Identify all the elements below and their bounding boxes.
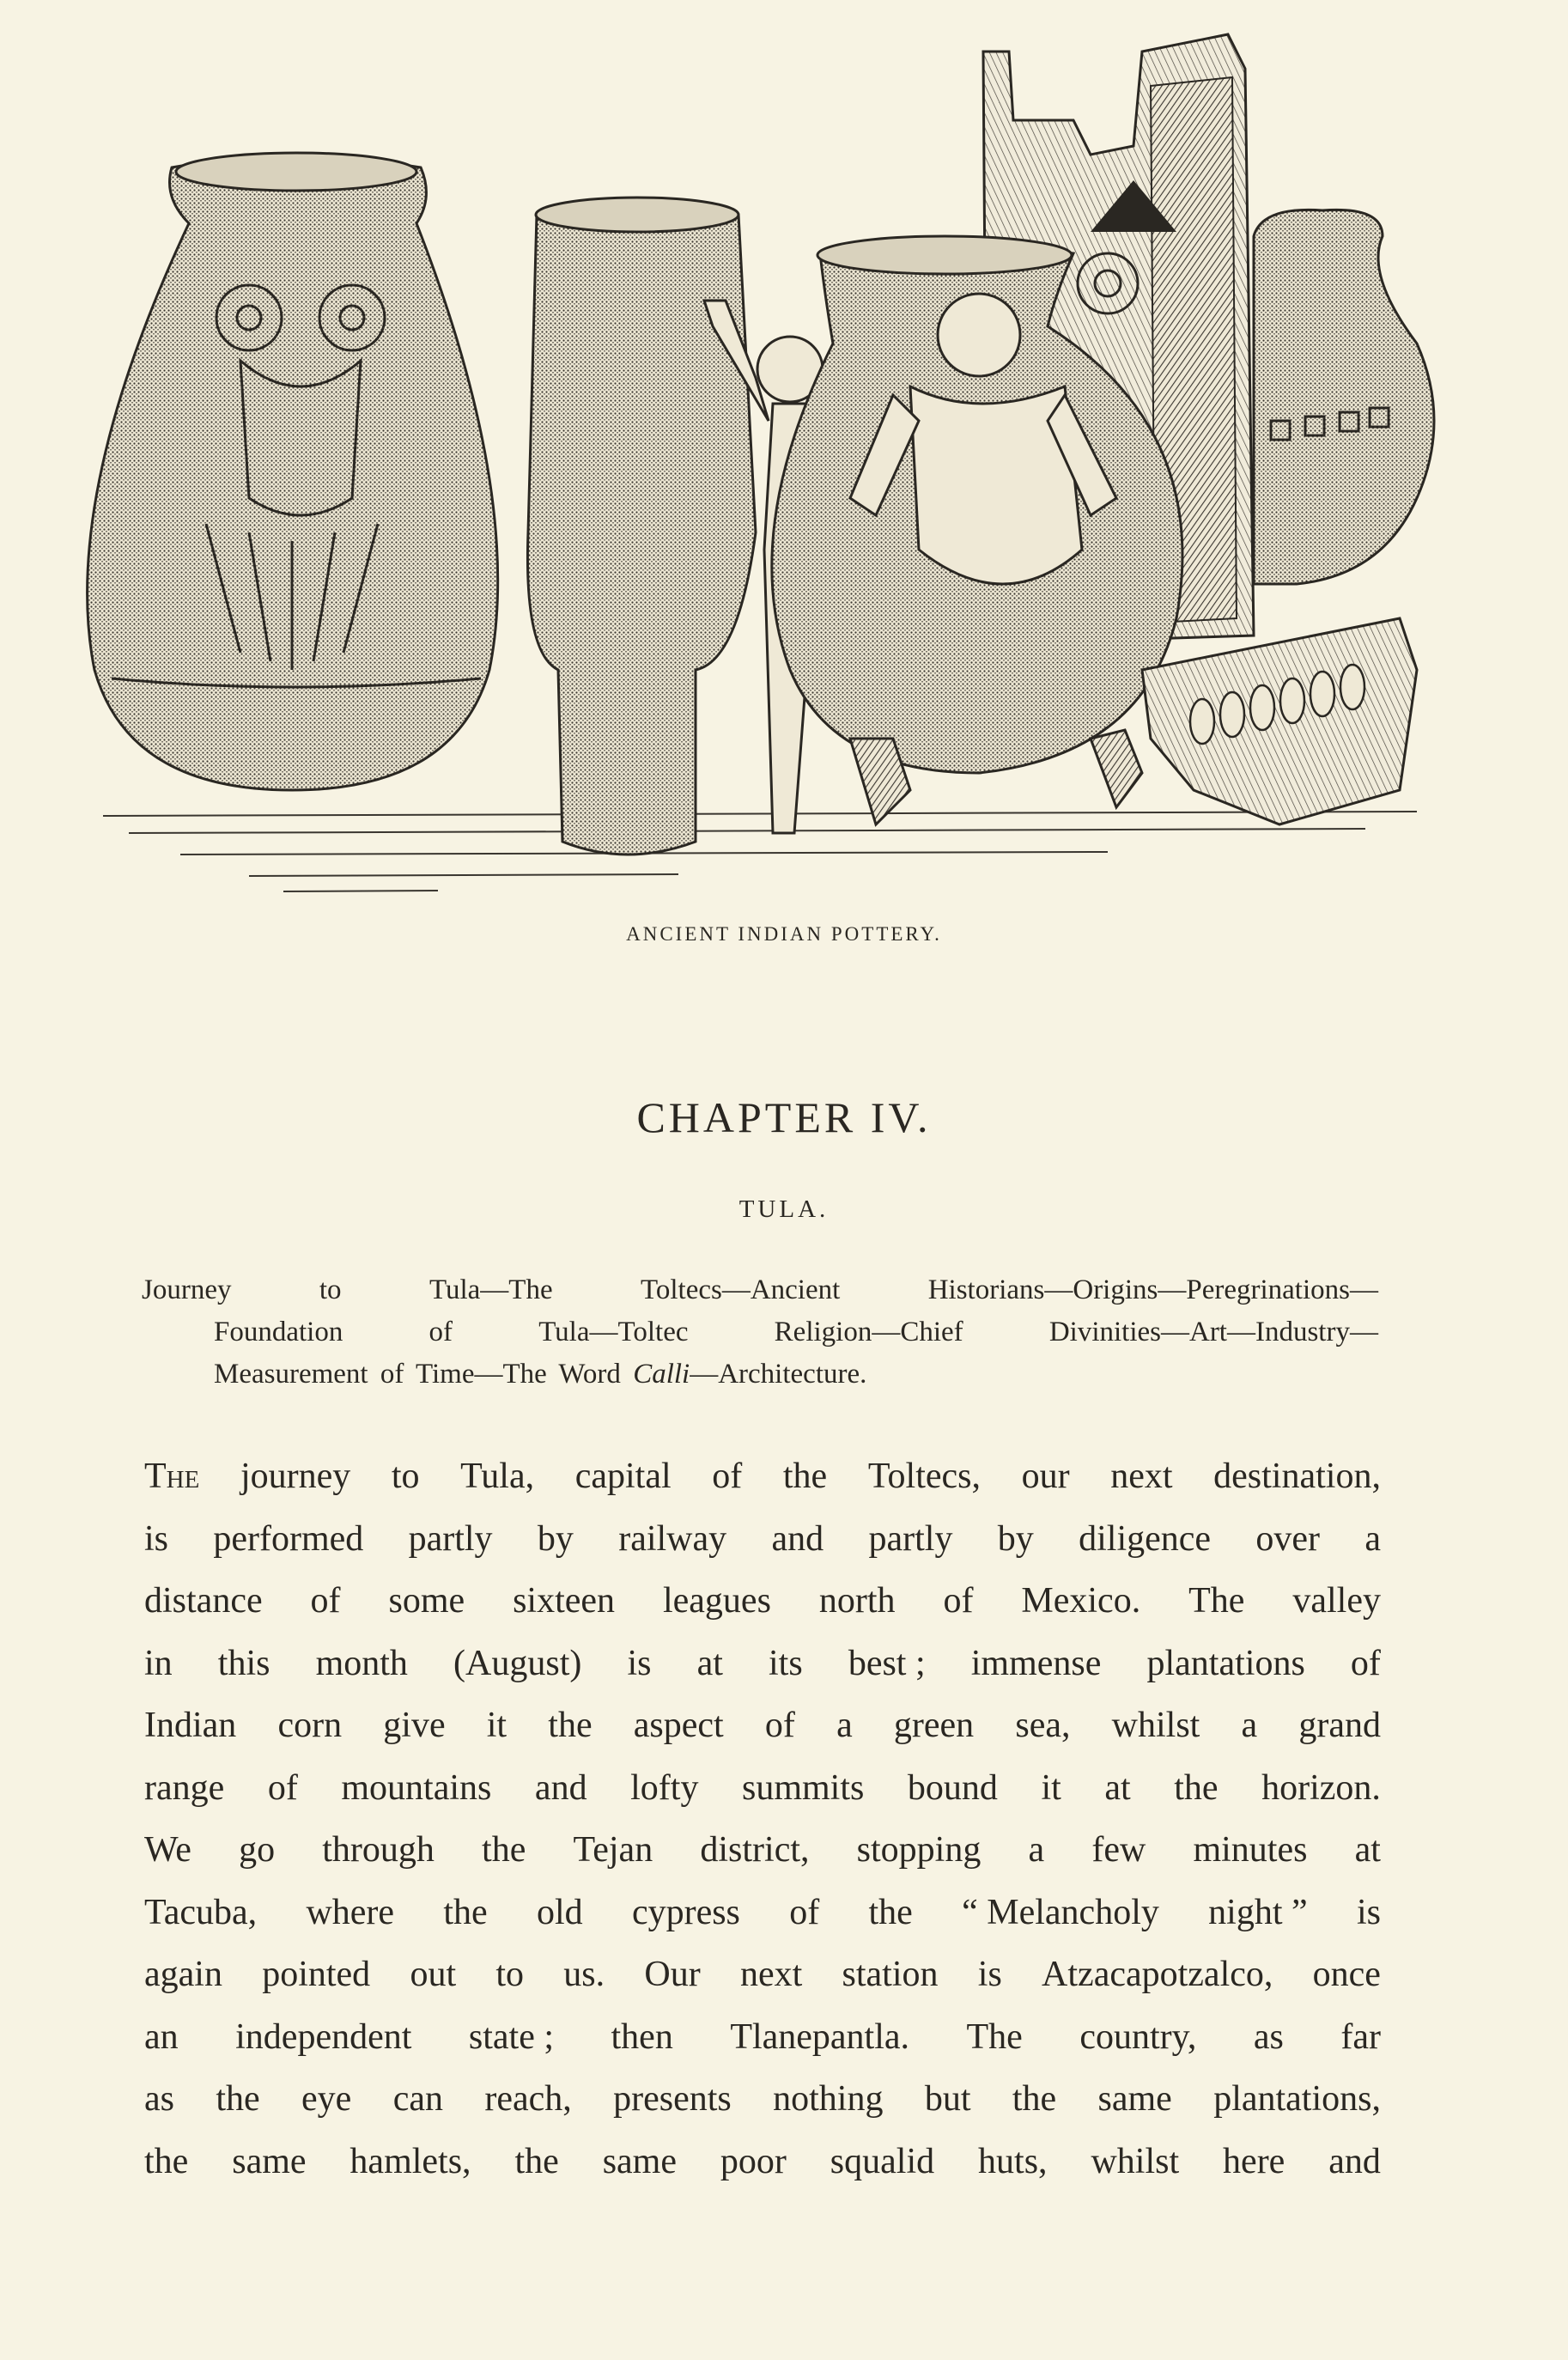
drop-word-rest: he — [166, 1457, 200, 1496]
body-word: diligence — [1079, 1518, 1212, 1559]
body-word: the — [782, 1457, 828, 1496]
body-word: the — [548, 1706, 593, 1745]
body-word: Tula, — [460, 1457, 535, 1496]
body-word: (August) — [453, 1643, 582, 1683]
body-word: its — [769, 1643, 803, 1683]
body-word: the — [514, 2141, 559, 2181]
body-word: at — [1354, 1830, 1381, 1870]
body-line — [144, 1570, 1381, 1633]
body-word: and — [771, 1518, 824, 1559]
body-word: bound — [907, 1767, 998, 1808]
body-word: this — [217, 1643, 270, 1683]
body-line — [144, 1508, 1381, 1571]
body-word: plantations — [1146, 1643, 1305, 1683]
body-word: partly — [408, 1518, 493, 1559]
body-word: immense — [970, 1643, 1102, 1683]
body-word: of — [943, 1581, 974, 1621]
body-word: north — [818, 1581, 896, 1621]
body-word: Tejan — [573, 1830, 653, 1870]
body-word: where — [306, 1892, 395, 1932]
body-word: We — [144, 1830, 191, 1870]
body-word: us. — [563, 1955, 605, 1994]
body-word: some — [388, 1581, 465, 1621]
body-word: as — [144, 2079, 174, 2119]
body-word: performed — [213, 1518, 364, 1559]
synopsis-line — [142, 1311, 1378, 1353]
pottery-illustration — [77, 17, 1443, 910]
body-word: at — [696, 1643, 723, 1683]
body-word: the — [482, 1830, 526, 1870]
body-word: is — [144, 1518, 169, 1559]
body-word: corn — [277, 1706, 343, 1745]
body-word: reach, — [484, 2079, 572, 2119]
body-word: stopping — [856, 1830, 982, 1870]
body-word: grand — [1298, 1706, 1381, 1745]
body-word: month — [315, 1643, 408, 1683]
body-word: pointed — [262, 1955, 371, 1994]
body-word: Toltecs, — [867, 1457, 982, 1496]
body-word: in — [144, 1643, 173, 1683]
body-word: eye — [301, 2079, 352, 2119]
body-word: again — [144, 1955, 222, 1994]
synopsis-segment: —Architecture. — [690, 1359, 867, 1390]
body-word: is — [1356, 1892, 1381, 1932]
body-word: squalid — [830, 2141, 935, 2181]
body-word: same — [602, 2141, 677, 2181]
body-word: far — [1340, 2016, 1381, 2057]
body-word: summits — [742, 1767, 865, 1808]
body-line — [144, 1819, 1381, 1882]
body-word: of — [712, 1457, 743, 1496]
body-word: of — [764, 1706, 795, 1745]
body-word: huts, — [978, 2141, 1048, 2181]
body-word: of — [310, 1581, 341, 1621]
body-word: it — [486, 1706, 507, 1745]
body-word: our — [1021, 1457, 1070, 1496]
synopsis-word: Tula—The — [428, 1274, 553, 1305]
body-word: horizon. — [1261, 1767, 1381, 1808]
body-word: to — [391, 1457, 420, 1496]
body-word: can — [392, 2079, 443, 2119]
body-word: distance — [144, 1581, 263, 1621]
synopsis-word: Historians—Origins—Peregrinations— — [927, 1274, 1378, 1305]
body-word: hamlets, — [349, 2141, 471, 2181]
body-word: is — [977, 1955, 1002, 1994]
body-word: night ” — [1208, 1892, 1308, 1932]
carved-fragment — [1142, 618, 1417, 824]
body-word: railway — [618, 1518, 727, 1559]
body-word: a — [1241, 1706, 1258, 1745]
synopsis-word: of — [428, 1317, 453, 1347]
synopsis-word: Toltecs—Ancient — [641, 1274, 841, 1305]
body-word: minutes — [1193, 1830, 1308, 1870]
body-word: once — [1312, 1955, 1381, 1994]
body-word: “ Melancholy — [962, 1892, 1159, 1932]
body-line — [144, 2068, 1381, 2131]
body-word: and — [1328, 2141, 1381, 2181]
synopsis-word: Religion—Chief — [774, 1317, 963, 1347]
chapter-title: TULA. — [738, 1195, 830, 1223]
synopsis-italic-word: Calli — [633, 1359, 690, 1390]
body-word: independent — [235, 2016, 412, 2057]
body-word: poor — [720, 2141, 787, 2181]
body-word: whilst — [1091, 2141, 1180, 2181]
body-word: The — [966, 2016, 1023, 2057]
body-word: a — [1028, 1830, 1045, 1870]
synopsis-word: Foundation — [214, 1317, 343, 1347]
body-line — [144, 2131, 1381, 2193]
body-word: the — [868, 1892, 913, 1932]
body-word: of — [789, 1892, 820, 1932]
body-line — [144, 1694, 1381, 1757]
body-line — [144, 1445, 1381, 1508]
body-word: aspect — [633, 1706, 724, 1745]
body-word: same — [1097, 2079, 1172, 2119]
body-word: of — [1350, 1643, 1381, 1683]
body-word: valley — [1292, 1581, 1381, 1621]
body-word: range — [144, 1767, 225, 1808]
body-line — [144, 1943, 1381, 2006]
body-word: through — [322, 1830, 435, 1870]
body-word: the — [144, 2141, 189, 2181]
body-word: Indian — [144, 1706, 237, 1745]
body-word: the — [1012, 2079, 1057, 2119]
body-text — [144, 1445, 1381, 2193]
body-word: of — [267, 1767, 298, 1808]
body-word: sixteen — [513, 1581, 616, 1621]
body-word: to — [495, 1955, 525, 1994]
body-word: The — [1188, 1581, 1245, 1621]
body-line — [144, 1633, 1381, 1695]
body-word: an — [144, 2016, 179, 2057]
body-word: green — [893, 1706, 975, 1745]
synopsis-word: Journey — [142, 1274, 232, 1305]
drop-word — [144, 1445, 199, 1508]
synopsis-line — [142, 1353, 1378, 1396]
body-word: plantations, — [1213, 2079, 1381, 2119]
body-word: then — [611, 2016, 673, 2057]
body-word: capital — [574, 1457, 672, 1496]
body-word: by — [537, 1518, 574, 1559]
body-word: and — [534, 1767, 587, 1808]
illustration-caption: ANCIENT INDIAN POTTERY. — [626, 923, 942, 945]
synopsis-word: Tula—Toltec — [538, 1317, 689, 1347]
body-word: station — [842, 1955, 939, 1994]
body-word: is — [627, 1643, 652, 1683]
body-word: at — [1104, 1767, 1131, 1808]
body-word: out — [410, 1955, 457, 1994]
body-word: a — [1364, 1518, 1381, 1559]
body-word: destination, — [1213, 1457, 1381, 1496]
round-jar — [1254, 210, 1434, 584]
body-word: leagues — [662, 1581, 771, 1621]
synopsis-word: Divinities—Art—Industry— — [1048, 1317, 1378, 1347]
body-word: it — [1041, 1767, 1061, 1808]
body-word: same — [232, 2141, 307, 2181]
body-word: old — [536, 1892, 583, 1932]
body-word: journey — [240, 1457, 351, 1496]
body-word: next — [1110, 1457, 1173, 1496]
body-line — [144, 1757, 1381, 1820]
body-line — [144, 1882, 1381, 1944]
body-word: here — [1223, 2141, 1285, 2181]
body-word: the — [443, 1892, 488, 1932]
body-word: country, — [1079, 2016, 1197, 2057]
drop-word-initial: T — [144, 1457, 167, 1496]
body-word: give — [383, 1706, 446, 1745]
body-word: lofty — [630, 1767, 699, 1808]
body-word: go — [239, 1830, 276, 1870]
body-word: Atzacapotzalco, — [1042, 1955, 1273, 1994]
body-word: as — [1253, 2016, 1284, 2057]
body-word: best ; — [848, 1643, 926, 1683]
synopsis-segment: Measurement of Time—The Word — [214, 1359, 634, 1390]
body-word: few — [1091, 1830, 1146, 1870]
body-word: mountains — [341, 1767, 492, 1808]
body-word: Our — [644, 1955, 701, 1994]
synopsis-word: to — [319, 1274, 342, 1305]
body-word: partly — [868, 1518, 953, 1559]
body-word: next — [739, 1955, 803, 1994]
chapter-synopsis — [142, 1269, 1378, 1396]
synopsis-line — [142, 1269, 1378, 1311]
body-word: by — [997, 1518, 1034, 1559]
body-word: sea, — [1015, 1706, 1071, 1745]
body-word: district, — [700, 1830, 810, 1870]
body-word: the — [216, 2079, 260, 2119]
body-word: over — [1255, 1518, 1321, 1559]
ground-lines — [103, 812, 1417, 891]
body-word: the — [1174, 1767, 1219, 1808]
body-word: presents — [613, 2079, 732, 2119]
body-word: state ; — [468, 2016, 555, 2057]
body-word: a — [836, 1706, 853, 1745]
chapter-heading: CHAPTER IV. — [636, 1093, 932, 1141]
body-word: cypress — [631, 1892, 740, 1932]
body-word: whilst — [1111, 1706, 1200, 1745]
body-line — [144, 2006, 1381, 2069]
body-word: nothing — [773, 2079, 884, 2119]
body-word: Mexico. — [1021, 1581, 1141, 1621]
owl-vase — [88, 153, 498, 790]
body-word: Tlanepantla. — [730, 2016, 910, 2057]
body-word: Tacuba, — [144, 1892, 258, 1932]
body-word: but — [924, 2079, 971, 2119]
